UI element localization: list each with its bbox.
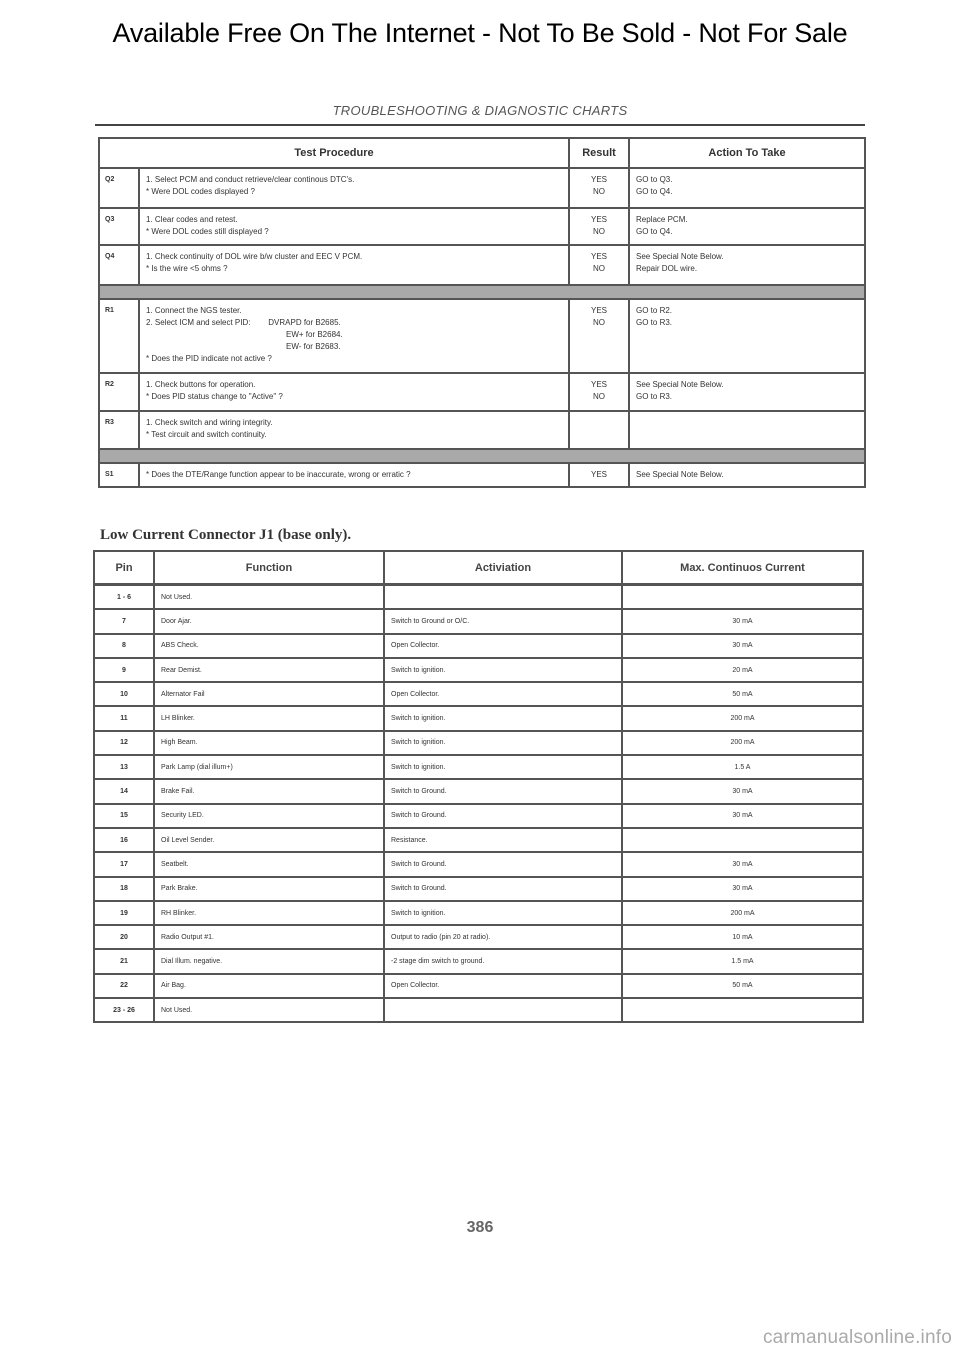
action-cell <box>629 208 865 245</box>
pin-max-current: 50 mA <box>622 682 863 706</box>
pin-max-current: 30 mA <box>622 852 863 876</box>
step-id: R3 <box>99 411 139 449</box>
table-row <box>94 731 863 755</box>
pin-function: Not Used. <box>154 998 384 1022</box>
pin-function: Air Bag. <box>154 974 384 998</box>
table-row <box>94 804 863 828</box>
procedure-line: EW- for B2683. <box>286 342 341 351</box>
table-row <box>94 585 863 610</box>
chart-title: TROUBLESHOOTING & DIAGNOSTIC CHARTS <box>332 103 628 118</box>
pin-number: 11 <box>94 706 154 730</box>
pin-number: 20 <box>94 925 154 949</box>
header-max-current: Max. Continuos Current <box>622 551 863 585</box>
table-row <box>94 852 863 876</box>
procedure-line: 1. Check buttons for operation. <box>146 380 256 389</box>
result-value: NO <box>593 392 605 401</box>
procedure-line: 1. Check continuity of DOL wire b/w cluster and EEC V PCM. <box>146 252 363 261</box>
header-test-procedure: Test Procedure <box>99 138 569 168</box>
procedure-cell <box>139 168 569 208</box>
troubleshooting-table <box>98 137 866 488</box>
table-row <box>99 245 865 285</box>
procedure-line: * Were DOL codes displayed ? <box>146 187 255 196</box>
pin-function: Oil Level Sender. <box>154 828 384 852</box>
pin-max-current <box>622 828 863 852</box>
pin-function: Security LED. <box>154 804 384 828</box>
pin-rows <box>94 585 863 1023</box>
pin-number: 21 <box>94 949 154 973</box>
step-id: Q2 <box>99 168 139 208</box>
title-rule <box>95 124 865 126</box>
pin-max-current: 10 mA <box>622 925 863 949</box>
action-cell <box>629 299 865 373</box>
table-row <box>94 877 863 901</box>
procedure-line: * Is the wire <5 ohms ? <box>146 264 228 273</box>
pin-max-current: 30 mA <box>622 804 863 828</box>
table-row <box>94 925 863 949</box>
procedure-line: 1. Connect the NGS tester. <box>146 306 242 315</box>
pin-number: 7 <box>94 609 154 633</box>
action-cell <box>629 373 865 411</box>
pin-number: 17 <box>94 852 154 876</box>
pin-max-current <box>622 998 863 1022</box>
pin-number: 9 <box>94 658 154 682</box>
procedure-cell <box>139 373 569 411</box>
section-separator <box>99 285 865 299</box>
table-row <box>94 974 863 998</box>
pin-activation: Switch to Ground. <box>384 852 622 876</box>
pin-activation: Switch to ignition. <box>384 901 622 925</box>
procedure-cell <box>139 299 569 373</box>
procedure-line: * Does PID status change to "Active" ? <box>146 392 283 401</box>
table-row <box>99 208 865 245</box>
pin-activation: Switch to ignition. <box>384 755 622 779</box>
procedure-cell <box>139 208 569 245</box>
procedure-line: EW+ for B2684. <box>286 330 343 339</box>
pin-activation: Switch to Ground. <box>384 779 622 803</box>
header-activation: Activiation <box>384 551 622 585</box>
result-cell <box>569 411 629 449</box>
result-value: YES <box>590 306 607 315</box>
pin-max-current: 200 mA <box>622 706 863 730</box>
pin-number: 14 <box>94 779 154 803</box>
pin-max-current: 50 mA <box>622 974 863 998</box>
pin-number: 23 - 26 <box>94 998 154 1022</box>
connector-pin-table <box>93 550 864 1023</box>
pin-function: Not Used. <box>154 585 384 610</box>
table-row <box>94 658 863 682</box>
pin-number: 22 <box>94 974 154 998</box>
pin-header-row <box>94 551 863 585</box>
result-value: NO <box>593 227 605 236</box>
result-value: YES <box>590 252 607 261</box>
pin-number: 16 <box>94 828 154 852</box>
pin-number: 19 <box>94 901 154 925</box>
result-value: YES <box>590 470 607 479</box>
pin-activation <box>384 585 622 610</box>
pin-number: 10 <box>94 682 154 706</box>
action-text: See Special Note Below. <box>636 470 724 479</box>
pin-max-current <box>622 585 863 610</box>
action-text: Repair DOL wire. <box>636 264 698 273</box>
pin-function: Door Ajar. <box>154 609 384 633</box>
result-value: YES <box>590 175 607 184</box>
header-action: Action To Take <box>629 138 865 168</box>
header-function: Function <box>154 551 384 585</box>
table-row <box>99 168 865 208</box>
procedure-line: * Test circuit and switch continuity. <box>146 430 267 439</box>
pin-function: LH Blinker. <box>154 706 384 730</box>
result-cell <box>569 373 629 411</box>
action-text: GO to R3. <box>636 392 673 401</box>
action-text: GO to R2. <box>636 306 673 315</box>
pin-activation: Switch to ignition. <box>384 731 622 755</box>
pin-number: 8 <box>94 634 154 658</box>
action-cell <box>629 463 865 487</box>
section-separator <box>99 449 865 463</box>
table-row <box>99 411 865 449</box>
pin-function: Dial Illum. negative. <box>154 949 384 973</box>
step-id: S1 <box>99 463 139 487</box>
pin-activation: Open Collector. <box>384 634 622 658</box>
pin-number: 13 <box>94 755 154 779</box>
troubleshooting-header-row <box>99 138 865 168</box>
procedure-cell <box>139 411 569 449</box>
pin-activation: Switch to Ground or O/C. <box>384 609 622 633</box>
result-value: NO <box>593 187 605 196</box>
header-result: Result <box>569 138 629 168</box>
pin-activation: Open Collector. <box>384 682 622 706</box>
procedure-line: * Were DOL codes still displayed ? <box>146 227 269 236</box>
procedure-line: 1. Select PCM and conduct retrieve/clear continous DTC's. <box>146 175 355 184</box>
pin-number: 15 <box>94 804 154 828</box>
result-value: NO <box>593 318 605 327</box>
table-row <box>94 682 863 706</box>
table-row <box>94 755 863 779</box>
result-cell <box>569 245 629 285</box>
pin-max-current: 30 mA <box>622 779 863 803</box>
pin-max-current: 20 mA <box>622 658 863 682</box>
table-row <box>94 828 863 852</box>
pin-function: High Beam. <box>154 731 384 755</box>
procedure-line: * Does the DTE/Range function appear to be inaccurate, wrong or erratic ? <box>146 470 411 479</box>
step-id: R1 <box>99 299 139 373</box>
action-text: GO to Q3. <box>636 175 673 184</box>
procedure-line: 1. Clear codes and retest. <box>146 215 238 224</box>
availability-banner: Available Free On The Internet - Not To Be Sold - Not For Sale <box>112 18 848 48</box>
procedure-line: 2. Select ICM and select PID: DVRAPD for B2685. <box>146 318 341 327</box>
result-cell <box>569 463 629 487</box>
pin-function: Park Lamp (dial illum+) <box>154 755 384 779</box>
pin-max-current: 200 mA <box>622 731 863 755</box>
connector-title: Low Current Connector J1 (base only). <box>100 527 352 543</box>
pin-max-current: 1.5 mA <box>622 949 863 973</box>
pin-activation: Switch to ignition. <box>384 658 622 682</box>
table-row <box>94 634 863 658</box>
pin-max-current: 30 mA <box>622 634 863 658</box>
pin-activation: Resistance. <box>384 828 622 852</box>
table-row <box>94 706 863 730</box>
table-row <box>99 373 865 411</box>
step-id: Q3 <box>99 208 139 245</box>
pin-activation: Switch to ignition. <box>384 706 622 730</box>
pin-max-current: 30 mA <box>622 877 863 901</box>
pin-max-current: 200 mA <box>622 901 863 925</box>
action-cell <box>629 168 865 208</box>
pin-max-current: 30 mA <box>622 609 863 633</box>
procedure-line: * Does the PID indicate not active ? <box>146 354 272 363</box>
action-text: See Special Note Below. <box>636 252 724 261</box>
action-text: Replace PCM. <box>636 215 688 224</box>
pin-function: Alternator Fail <box>154 682 384 706</box>
table-row <box>94 609 863 633</box>
pin-number: 18 <box>94 877 154 901</box>
table-row <box>94 998 863 1022</box>
header-pin: Pin <box>94 551 154 585</box>
procedure-line: 1. Check switch and wiring integrity. <box>146 418 273 427</box>
action-text: See Special Note Below. <box>636 380 724 389</box>
table-row <box>99 299 865 373</box>
step-id: Q4 <box>99 245 139 285</box>
procedure-cell <box>139 245 569 285</box>
pin-number: 12 <box>94 731 154 755</box>
action-cell <box>629 245 865 285</box>
action-text: GO to Q4. <box>636 227 673 236</box>
pin-activation: Switch to Ground. <box>384 877 622 901</box>
pin-activation <box>384 998 622 1022</box>
pin-function: Rear Demist. <box>154 658 384 682</box>
pin-function: RH Blinker. <box>154 901 384 925</box>
table-row <box>94 901 863 925</box>
pin-activation: Switch to Ground. <box>384 804 622 828</box>
site-watermark: carmanualsonline.info <box>762 1327 952 1348</box>
pin-activation: Output to radio (pin 20 at radio). <box>384 925 622 949</box>
table-row <box>99 463 865 487</box>
result-cell <box>569 208 629 245</box>
result-cell <box>569 168 629 208</box>
pin-max-current: 1.5 A <box>622 755 863 779</box>
result-value: NO <box>593 264 605 273</box>
result-value: YES <box>590 380 607 389</box>
pin-function: ABS Check. <box>154 634 384 658</box>
procedure-cell <box>139 463 569 487</box>
action-text: GO to Q4. <box>636 187 673 196</box>
result-cell <box>569 299 629 373</box>
pin-number: 1 - 6 <box>94 585 154 610</box>
pin-function: Brake Fail. <box>154 779 384 803</box>
step-id: R2 <box>99 373 139 411</box>
page-number: 386 <box>466 1219 494 1236</box>
pin-function: Seatbelt. <box>154 852 384 876</box>
table-row <box>94 779 863 803</box>
action-text: GO to R3. <box>636 318 673 327</box>
table-row <box>94 949 863 973</box>
pin-activation: Open Collector. <box>384 974 622 998</box>
pin-function: Park Brake. <box>154 877 384 901</box>
pin-activation: -2 stage dim switch to ground. <box>384 949 622 973</box>
result-value: YES <box>590 215 607 224</box>
action-cell <box>629 411 865 449</box>
pin-function: Radio Output #1. <box>154 925 384 949</box>
